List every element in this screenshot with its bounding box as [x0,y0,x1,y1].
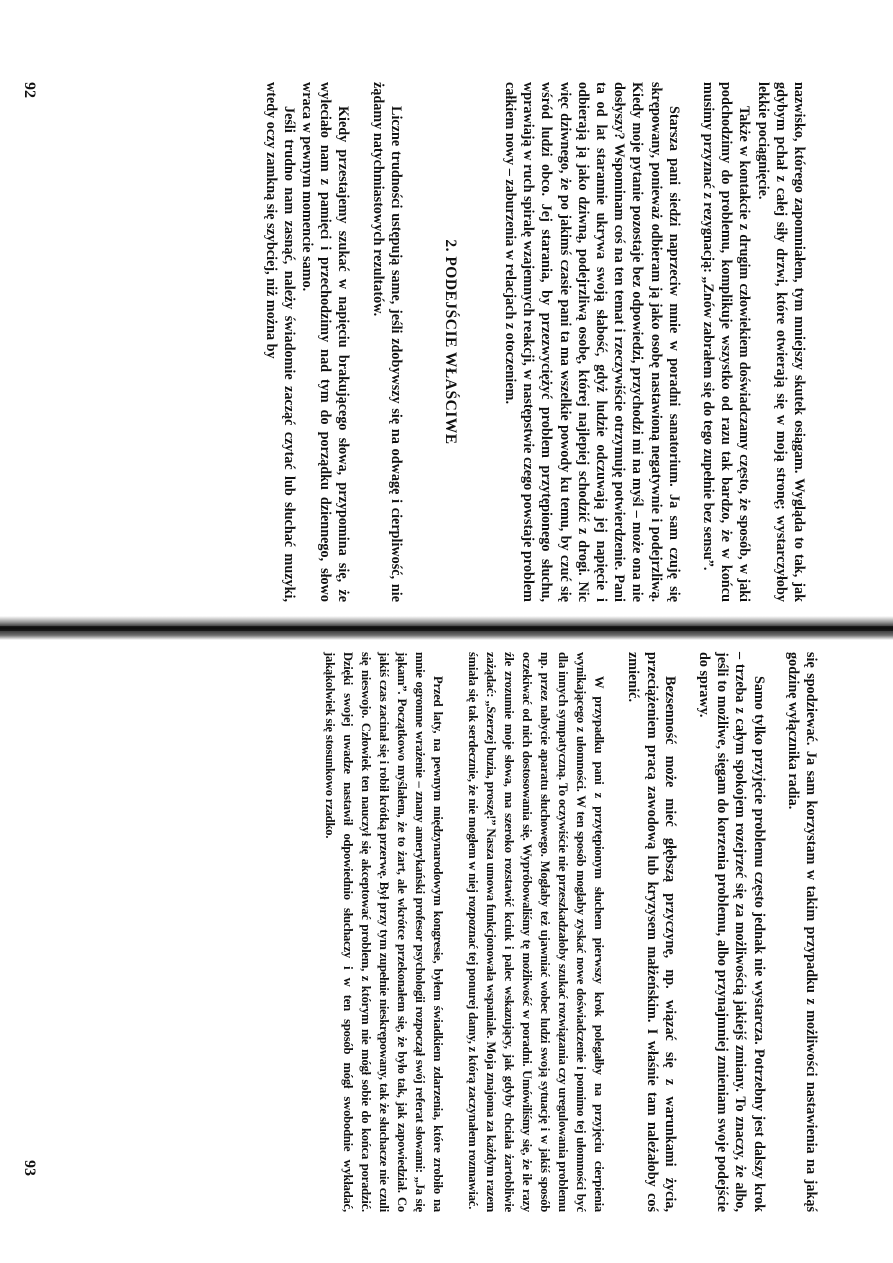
right-page [30,652,820,1212]
paragraph: Liczne trudności ustępują same, jeśli zdobywszy się na odwagę i cierpliwość, nie żądamy natychmiastowych rezultatów. [369,82,404,602]
paragraph: Kiedy przestajemy szukać w napięciu brakującego słowa, przypomina się, że wyleciało nam z pamięci i przechodzimy nad tym do porządku dziennego, słowo wraca w pewnym momencie samo. [298,82,352,602]
paragraph: W przypadku pani z przytępionym słuchem pierwszy krok polegałby na przyjęciu cierpienia wynikającego z ułomności. W ten sposób mogłaby zyskać nowe doświadczenie i pomimo tej ułomności być dla innych sympatyczną. To oczywiście nie przeszkadzałoby szukać rozwiązania czy uregulowania problemu np. przez nabycie aparatu słuchowego. Mogłaby też ujawniać wobec ludzi swoją sytuację i w jakiś sposób oczekiwać od nich dostosowania się. Wypróbowaliśmy tę możliwość w poradni. Umówiliśmy się, że ile razy źle zrozumie moje słowa, ma szeroko rozstawić kciuk i palec wskazujący, jak gdyby chciała żartobliwie zażądać: „Szerzej buzia, proszę!” Nasza umowa funkcjonowała wspaniale. Moja znajoma za każdym razem śmiała się tak serdecznie, że nie mogłem w niej rozpoznać tej ponurej damy, z którą zaczynałem rozmawiać. [465,652,607,1212]
paragraph: nazwisko, którego zapomniałem, tym mniejszy skutek osiągam. Wygląda to tak, jak gdybym pchał z całej siły drzwi, które otwierają się w moją stronę; wystarczyłoby lekkie pociągnięcie. [754,82,807,602]
paragraph: Samo tylko przyjęcie problemu często jednak nie wystarcza. Potrzebny jest dalszy krok – trzeba z całym spokojem rozejrzeć się za możliwością jakiejś zmiany. To znaczy, że albo, jeśli to możliwe, sięgam do korzenia problemu, albo przynajmniej zmieniam swoje podejście do sprawy. [695,652,767,1212]
paragraph: Bezsenność może mieć głębszą przyczynę, np. wiązać się z warunkami życia, przeciążeniem pracą zawodową lub kryzysem małżeńskim. I właśnie tam należałoby coś zmienić. [625,652,678,1212]
section-heading: 2. PODEJŚCIE WŁAŚCIWE [441,239,459,445]
left-page [262,82,808,602]
paragraph: Przed laty, na pewnym międzynarodowym kongresie, byłem świadkiem zdarzenia, które zrobiło na mnie ogromne wrażenie – znany amerykański profesor psychologii rozpoczął swój referat słowami: „Ja się jąkam”. Początkowo myślałem, że to żart, ale wkrótce przekonałem się, że było tak, jak zapowiedział. Co jakiś czas zacinał się i robił krótką przerwę. Był przy tym zupełnie nieskrępowany, tak że słuchacze nie czuli się nieswojo. Człowiek ten nauczył się akceptować problem, z którym nie mógł sobie do końca poradzić. Dzięki swojej uwadze nastawił odpowiednio słuchaczy i w ten sposób mógł swobodnie wykładać, jakąkolwiek się stosunkowo rzadko. [322,652,446,1212]
paragraph: Starsza pani siedzi naprzeciw mnie w poradni sanatorium. Ja sam czuję się skrępowany, ponieważ odbieram ją jako osobę nastawioną negatywnie i podejrzliwą. Kiedy moje pytanie pozostaje bez odpowiedzi, przychodzi mi na myśl – może ona nie dosłyszy? Wspominam coś na ten temat i rzeczywiście otrzymuję potwierdzenie. Pani ta od lat starannie ukrywa swoją słabość, gdyż ludzie odczuwają jej napięcie i odbierają ją jako dziwną, podejrzliwą osobę, której najlepiej schodzić z drogi. Nic więc dziwnego, że po jakimś czasie pani ta ma wszelkie powody ku temu, by czuć się wśród ludzi obco. Jej starania, by przezwyciężyć problem przytępionego słuchu, wprawiają w ruch spiralę wzajemnych reakcji, w następstwie czego powstaje problem całkiem nowy – zaburzenia w relacjach z otoczeniem. [501,82,682,602]
page-number: 93 [21,1160,38,1176]
gutter-shadow [0,626,893,631]
paragraph: Jeśli trudno nam zasnąć, należy świadomie zacząć czytać lub słuchać muzyki, wtedy oczy zamkną się szybciej, niż można by [262,82,297,602]
paragraph: Także w kontakcie z drugim człowiekiem doświadczamy często, że sposób, w jaki podchodzimy do problemu, komplikuje wszystko od razu tak bardzo, że w końcu musimy przyznać z rezygnacją: „Znów zabrałem się do tego zupełnie bez sensu”. [699,82,753,602]
page-number: 92 [21,82,38,98]
paragraph: się spodziewać. Ja sam korzystam w takim przypadku z możliwości nastawienia na jakąś godzinę wyłącznika radia. [784,652,819,1212]
